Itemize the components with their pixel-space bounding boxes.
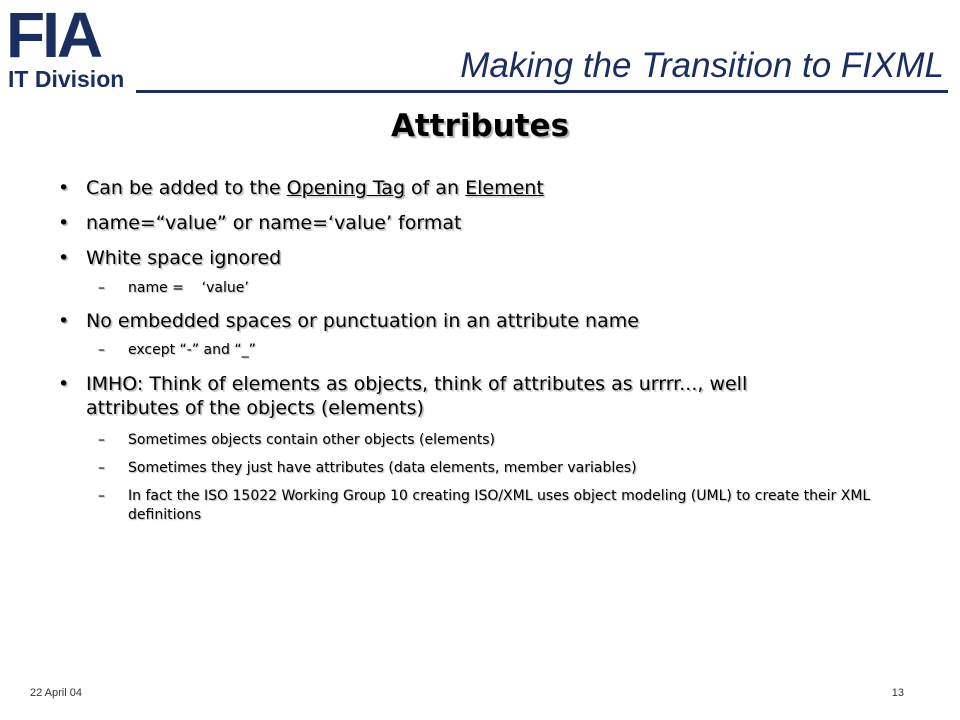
bullet-text: of an — [405, 177, 466, 199]
bullet-item — [58, 309, 866, 333]
bullet-text: White space ignored — [86, 247, 282, 269]
bullet-icon: • — [58, 247, 70, 269]
sub-bullet-item — [98, 487, 878, 525]
bullet-icon: • — [58, 177, 70, 199]
bullet-item — [58, 372, 846, 420]
bullet-text: Can be added to the — [86, 177, 287, 199]
dash-icon: – — [98, 342, 105, 358]
bullet-text: No embedded spaces or punctuation in an attribute name — [86, 310, 639, 332]
sub-bullet-text: except “-” and “_” — [128, 342, 256, 358]
footer-date: 22 April 04 — [30, 687, 82, 699]
dash-icon: – — [98, 432, 105, 448]
bullet-icon: • — [58, 212, 70, 234]
sub-bullet-item — [98, 279, 888, 298]
page-number: 13 — [891, 687, 904, 699]
sub-bullet-item — [98, 341, 888, 360]
bullet-item — [58, 211, 866, 235]
dash-icon: – — [98, 488, 105, 504]
bullet-text: name=“value” or name=‘value’ format — [86, 212, 462, 234]
bullet-text: IMHO: Think of elements as objects, think of attributes as urrrr..., well attributes of the objects (elements) — [86, 373, 748, 419]
bullet-icon: • — [58, 373, 70, 395]
header-title: Making the Transition to FIXML — [460, 46, 944, 85]
sub-bullet-text: name = ‘value’ — [128, 280, 249, 296]
dash-icon: – — [98, 280, 105, 296]
sub-bullet-item — [98, 431, 888, 450]
sub-bullet-text: Sometimes they just have attributes (data elements, member variables) — [128, 460, 637, 476]
dash-icon: – — [98, 460, 105, 476]
bullet-icon: • — [58, 310, 70, 332]
bullet-text-underlined: Opening Tag — [286, 177, 406, 199]
sub-bullet-item — [98, 459, 888, 478]
bullet-item — [58, 176, 866, 200]
sub-bullet-text: Sometimes objects contain other objects (elements) — [128, 432, 495, 448]
sub-bullet-text: In fact the ISO 15022 Working Group 10 creating ISO/XML uses object modeling (UML) to create their XML definitions — [128, 488, 871, 523]
bullet-text-underlined: Element — [465, 177, 544, 199]
bullet-item — [58, 246, 866, 270]
logo-wordmark: FIA — [6, 0, 101, 71]
slide-title: Attributes — [390, 108, 570, 144]
logo-division: IT Division — [8, 66, 125, 92]
